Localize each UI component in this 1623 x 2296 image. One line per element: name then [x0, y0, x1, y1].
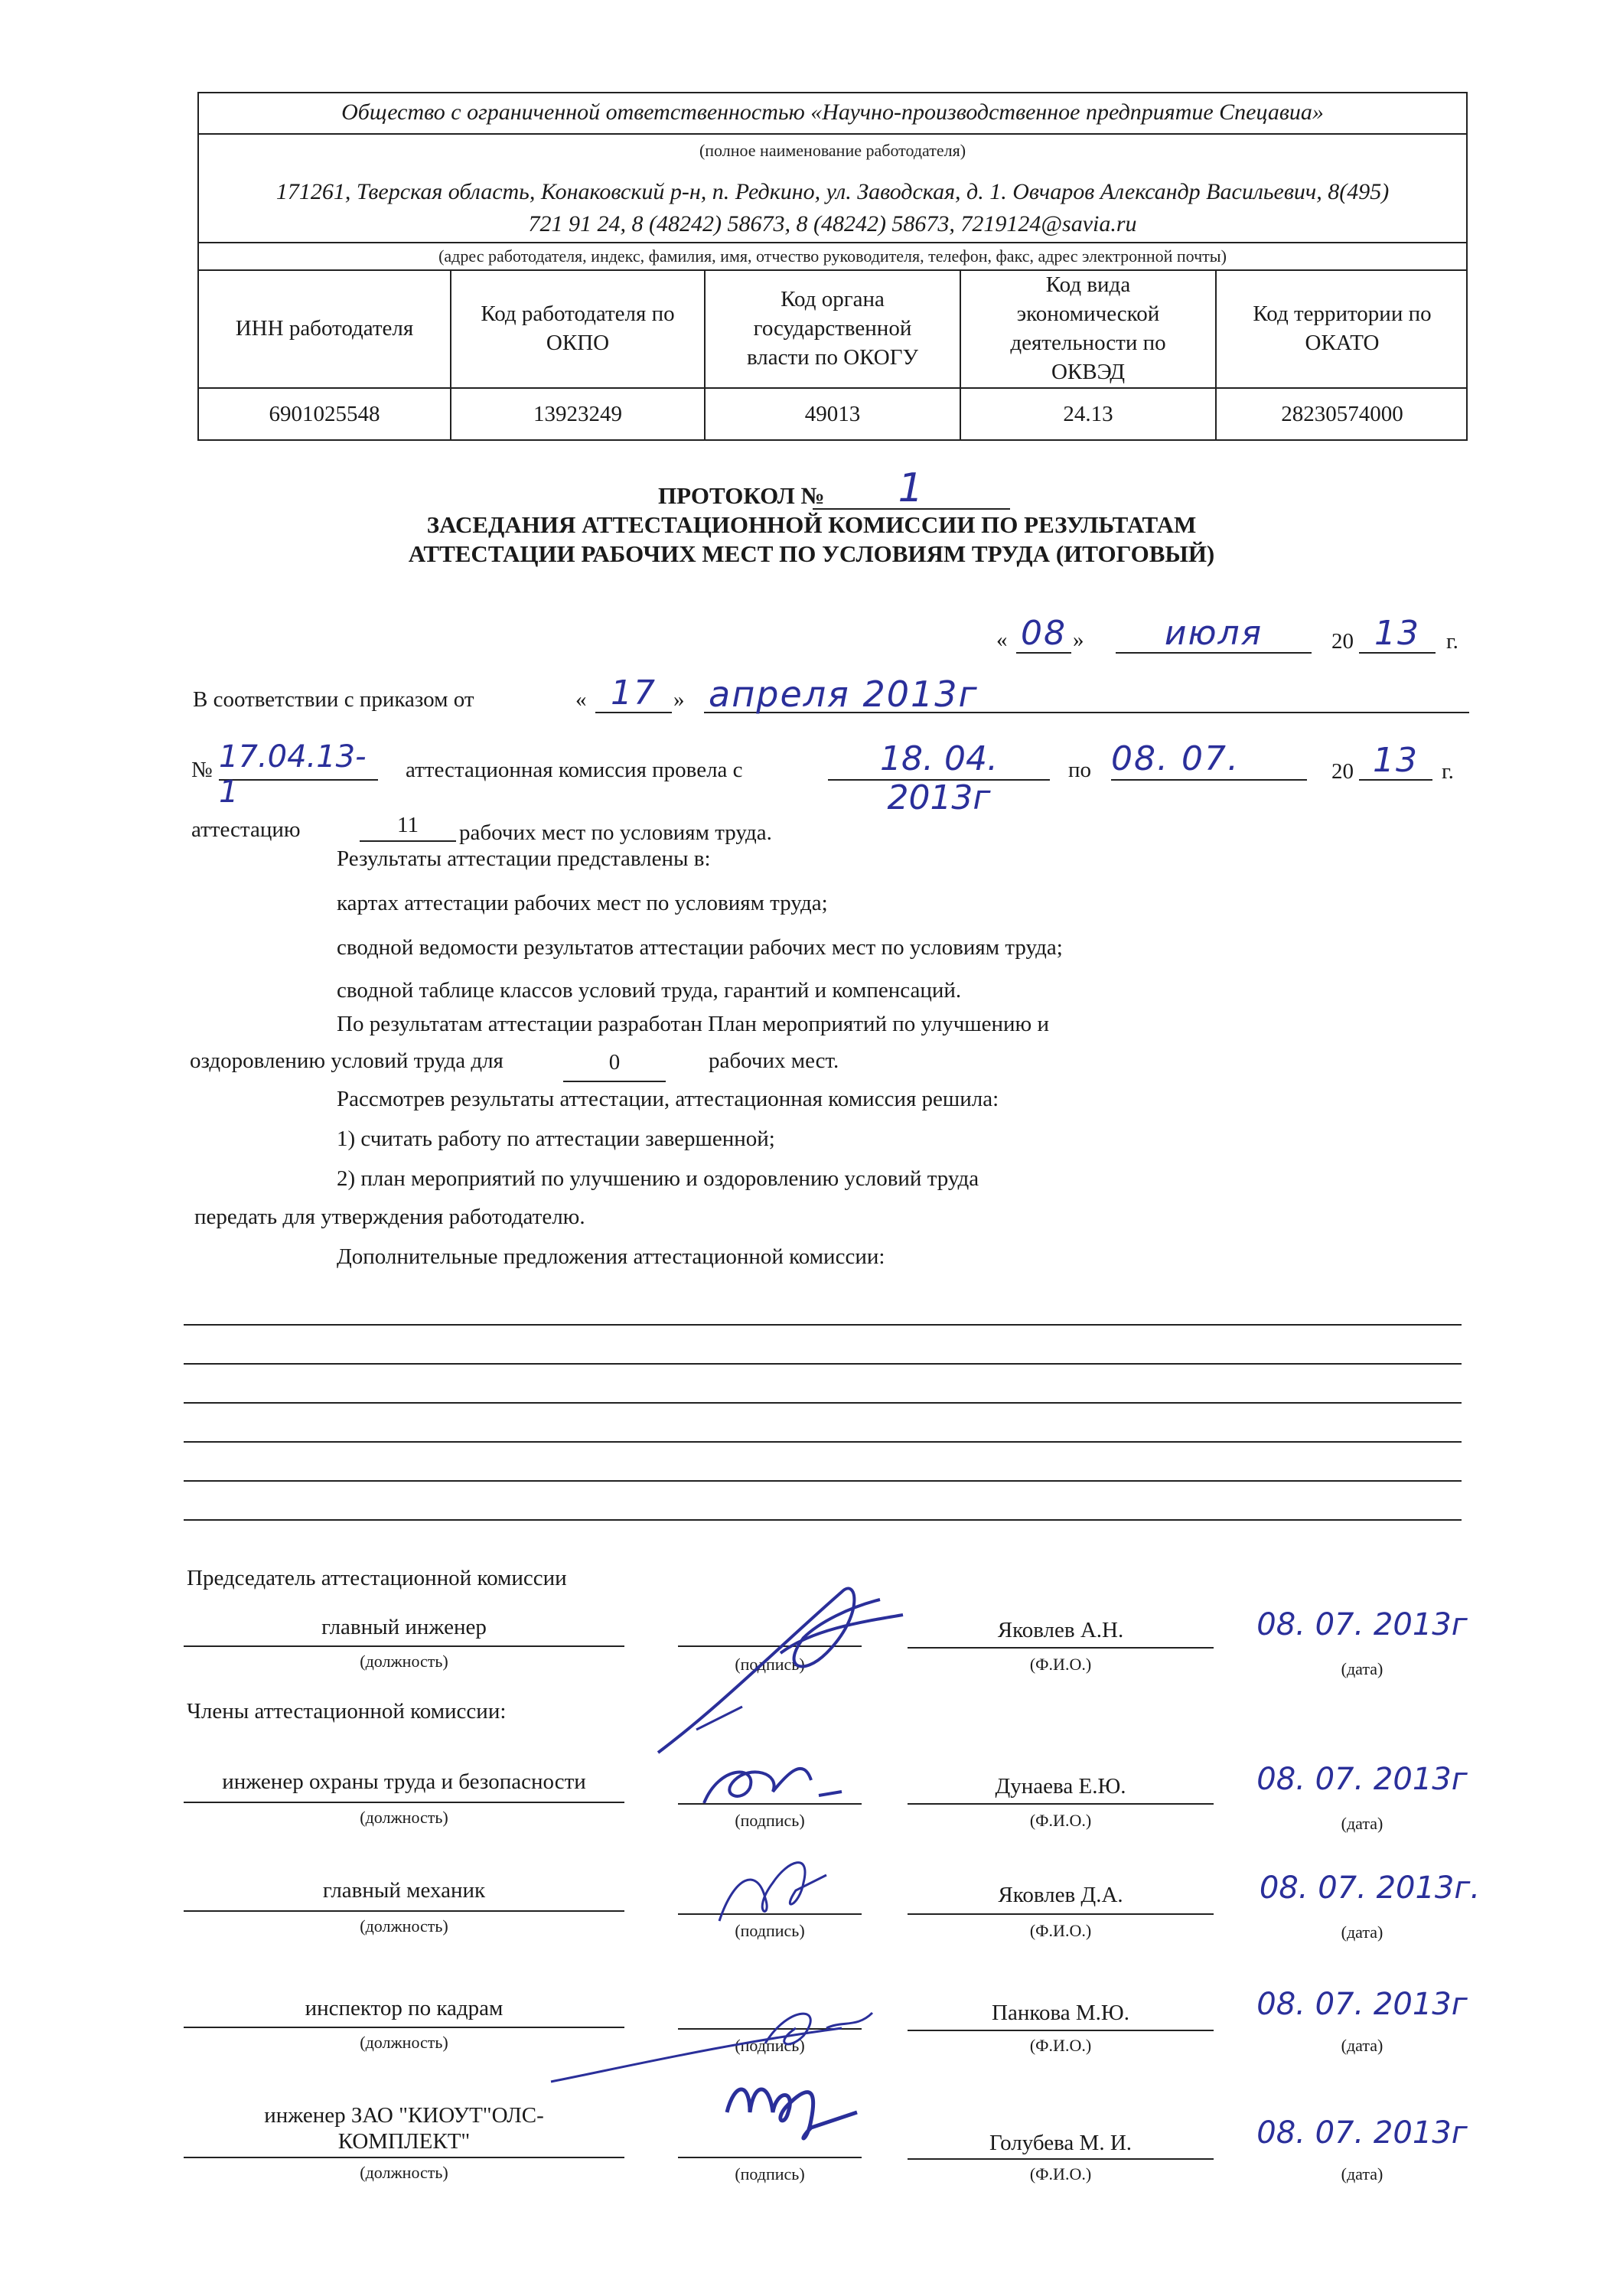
- member-signature: [704, 1844, 842, 1936]
- caption-fio: (Ф.И.О.): [1029, 2036, 1092, 2055]
- title-line1: ЗАСЕДАНИЯ АТТЕСТАЦИОННОЙ КОМИССИИ ПО РЕЗУЛЬТАТАМ: [426, 511, 1197, 538]
- plan-line2-suffix: рабочих мест.: [709, 1049, 839, 1073]
- plan-line2-prefix: оздоровлению условий труда для: [190, 1049, 504, 1073]
- member-date: 08. 07. 2013г.: [1259, 1870, 1481, 1906]
- title-line2: АТТЕСТАЦИИ РАБОЧИХ МЕСТ ПО УСЛОВИЯМ ТРУДА (ИТОГОВЫЙ): [408, 540, 1215, 567]
- attestation-label: аттестацию: [191, 817, 301, 842]
- member-position: главный механик: [322, 1878, 486, 1903]
- order-num-prefix: №: [191, 758, 213, 782]
- decision2-line2: передать для утверждения работодателю.: [194, 1205, 585, 1229]
- chairman-position: главный инженер: [321, 1615, 487, 1639]
- header-inn: ИНН работодателя: [235, 316, 414, 341]
- order-g: г.: [1442, 759, 1454, 784]
- proposal-line: [184, 1480, 1462, 1482]
- proposal-line: [184, 1363, 1462, 1365]
- caption-date: (дата): [1341, 1814, 1383, 1833]
- member-name: Панкова М.Ю.: [992, 2001, 1129, 2025]
- value-okato: 28230574000: [1281, 402, 1403, 426]
- member-name: Яковлев Д.А.: [998, 1883, 1123, 1907]
- results-item1: картах аттестации рабочих мест по условиям труда;: [337, 891, 828, 915]
- proposal-line: [184, 1519, 1462, 1521]
- caption-fio: (Ф.И.О.): [1029, 1811, 1092, 1830]
- member-date: 08. 07. 2013г: [1256, 1987, 1468, 2022]
- member-position-line1: инженер ЗАО "КИОУТ"ОЛС-: [264, 2103, 544, 2128]
- value-inn: 6901025548: [269, 402, 380, 426]
- attestation-count: 11: [360, 813, 456, 842]
- member-date: 08. 07. 2013г: [1256, 1762, 1468, 1797]
- proposal-line: [184, 1402, 1462, 1404]
- results-intro: Результаты аттестации представлены в:: [337, 846, 711, 871]
- member-position: инспектор по кадрам: [305, 1996, 504, 2020]
- employer-address-line2: 721 91 24, 8 (48242) 58673, 8 (48242) 58673, 7219124@savia.ru: [528, 211, 1137, 236]
- employer-name: Общество с ограниченной ответственностью «Научно-производственное предприятие Спецавиа»: [341, 99, 1324, 125]
- chairman-signature: [627, 1554, 949, 1768]
- date-g: г.: [1446, 629, 1458, 654]
- header-okpo: Код работодателя по ОКПО: [481, 302, 675, 355]
- date-year-suffix: 13: [1359, 614, 1436, 654]
- caption-date: (дата): [1341, 2036, 1383, 2055]
- date-close-quote: »: [1073, 628, 1084, 652]
- commission-text: аттестационная комиссия провела с: [406, 758, 743, 782]
- protocol-number: 1: [813, 468, 1010, 510]
- caption-fio: (Ф.И.О.): [1029, 1921, 1092, 1940]
- order-day: 17: [595, 673, 672, 713]
- order-close-quote: »: [673, 687, 685, 712]
- member-name: Голубева М. И.: [989, 2131, 1133, 2155]
- caption-signature: (подпись): [735, 2036, 805, 2055]
- caption-date: (дата): [1341, 2164, 1383, 2183]
- members-heading: Члены аттестационной комиссии:: [187, 1699, 507, 1724]
- caption-fio: (Ф.И.О.): [1029, 2164, 1092, 2183]
- caption-date: (дата): [1341, 1659, 1383, 1678]
- decision1: 1) считать работу по аттестации завершенной;: [337, 1127, 775, 1151]
- caption-position: (должность): [360, 1808, 448, 1827]
- caption-position: (должность): [360, 2163, 448, 2182]
- protocol-label: ПРОТОКОЛ №: [658, 482, 825, 509]
- header-okato: Код территории по ОКАТО: [1253, 302, 1432, 355]
- employer-address-line1: 171261, Тверская область, Конаковский р-н, п. Редкино, ул. Заводская, д. 1. Овчаров Александр Васильевич, 8(495): [275, 179, 1390, 204]
- order-open-quote: «: [575, 687, 587, 712]
- caption-signature: (подпись): [735, 1811, 805, 1830]
- member-signature: [689, 1750, 857, 1818]
- caption-signature: (подпись): [735, 2164, 805, 2183]
- caption-position: (должность): [360, 1916, 448, 1936]
- caption-fio: (Ф.И.О.): [1029, 1655, 1092, 1674]
- date-day: 08: [1016, 614, 1071, 654]
- to-date: 08. 07.: [1111, 739, 1307, 781]
- employer-header-table: [197, 92, 1468, 441]
- member-signature: [712, 2066, 880, 2151]
- results-item2: сводной ведомости результатов аттестации рабочих мест по условиям труда;: [337, 935, 1063, 960]
- order-year-prefix: 20: [1331, 759, 1354, 784]
- proposal-line: [184, 1324, 1462, 1326]
- date-open-quote: «: [996, 628, 1008, 652]
- value-okogu: 49013: [804, 402, 861, 426]
- results-item3: сводной таблице классов условий труда, гарантий и компенсаций.: [337, 978, 962, 1003]
- member-position: инженер охраны труда и безопасности: [222, 1769, 586, 1794]
- chairman-heading: Председатель аттестационной комиссии: [187, 1566, 567, 1590]
- caption-signature: (подпись): [735, 1655, 805, 1674]
- member-position-line2: КОМПЛЕКТ": [337, 2129, 471, 2154]
- employer-name-caption: (полное наименование работодателя): [699, 141, 966, 160]
- decision2-line1: 2) план мероприятий по улучшению и оздоровлению условий труда: [337, 1166, 979, 1191]
- po-text: по: [1068, 758, 1092, 782]
- order-month-year: апреля 2013г: [704, 673, 1469, 713]
- plan-line1: По результатам аттестации разработан План мероприятий по улучшению и: [337, 1012, 1049, 1036]
- caption-signature: (подпись): [735, 1921, 805, 1940]
- date-year-prefix: 20: [1331, 629, 1354, 654]
- decision: Рассмотрев результаты аттестации, аттестационная комиссия решила:: [337, 1087, 999, 1111]
- order-year-suffix: 13: [1359, 741, 1432, 781]
- employer-address-caption: (адрес работодателя, индекс, фамилия, имя, отчество руководителя, телефон, факс, адрес электронной почты): [438, 246, 1227, 266]
- order-text: В соответствии с приказом от: [193, 687, 474, 712]
- attestation-suffix: рабочих мест по условиям труда.: [459, 820, 772, 845]
- from-date: 18. 04. 2013г: [828, 739, 1050, 781]
- date-month: июля: [1116, 614, 1312, 654]
- proposal-line: [184, 1441, 1462, 1443]
- order-number: 17.04.13-1: [219, 739, 378, 781]
- header-okved: Код вида экономической деятельности по ОКВЭД: [1010, 272, 1166, 384]
- additional-proposals: Дополнительные предложения аттестационной комиссии:: [337, 1244, 885, 1269]
- chairman-date: 08. 07. 2013г: [1256, 1607, 1468, 1642]
- caption-position: (должность): [360, 1652, 448, 1671]
- member-name: Дунаева Е.Ю.: [995, 1774, 1126, 1799]
- caption-date: (дата): [1341, 1923, 1383, 1942]
- plan-count: 0: [563, 1050, 666, 1082]
- chairman-name: Яковлев А.Н.: [997, 1618, 1124, 1642]
- member-date: 08. 07. 2013г: [1256, 2115, 1468, 2151]
- value-okved: 24.13: [1063, 402, 1113, 426]
- caption-position: (должность): [360, 2033, 448, 2052]
- header-okogu: Код органа государственной власти по ОКОГУ: [746, 287, 919, 370]
- value-okpo: 13923249: [533, 402, 622, 426]
